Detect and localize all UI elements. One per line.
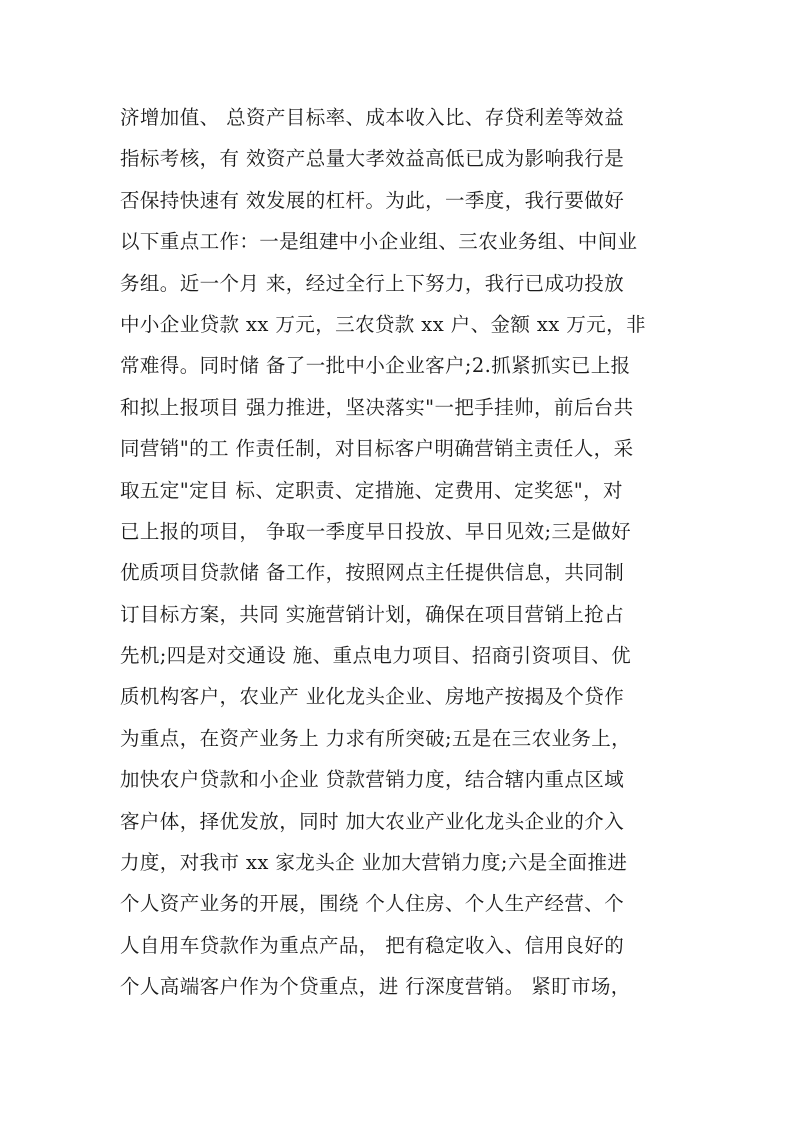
text-line: 和拟上报项目 强力推进，坚决落实"一把手挂帅，前后台共 [120, 395, 634, 419]
text-line: 指标考核，有 效资产总量大孝效益高低已成为影响我行是 [120, 147, 625, 171]
text-line: 同营销"的工 作责任制，对目标客户明确营销主责任人，采 [120, 437, 634, 461]
text-line: 济增加值、 总资产目标率、成本收入比、存贷利差等效益 [120, 106, 625, 129]
text-line: 个人资产业务的开展，围绕 个人住房、个人生产经营、个 [120, 892, 625, 916]
body-text [120, 97, 680, 1008]
text-line: 以下重点工作：一是组建中小企业组、三农业务组、中间业 [120, 230, 638, 254]
text-line: 否保持快速有 效发展的杠杆。为此，一季度，我行要做好 [120, 188, 625, 212]
text-line: 常难得。同时储 备了一批中小企业客户;2.抓紧抓实已上报 [120, 354, 631, 378]
text-line: 客户体，择优发放，同时 加大农业产业化龙头企业的介入 [120, 809, 625, 833]
text-line: 质机构客户，农业产 业化龙头企业、房地产按揭及个贷作 [120, 685, 625, 709]
text-line: 加快农户贷款和小企业 贷款营销力度，结合辖内重点区域 [120, 768, 625, 792]
text-line: 先机;四是对交通设 施、重点电力项目、招商引资项目、优 [120, 644, 632, 668]
text-line: 已上报的项目， 争取一季度早日投放、早日见效;三是做好 [120, 519, 632, 543]
text-line: 订目标方案，共同 实施营销计划，确保在项目营销上抢占 [120, 602, 625, 626]
text-line: 中小企业贷款 xx 万元，三农贷款 xx 户、金额 xx 万元，非 [120, 312, 646, 336]
text-line: 优质项目贷款储 备工作，按照网点主任提供信息，共同制 [120, 561, 625, 585]
text-line: 取五定"定目 标、定职责、定措施、定费用、定奖惩"，对 [120, 478, 623, 502]
text-line: 为重点，在资产业务上 力求有所突破;五是在三农业务上， [120, 726, 632, 750]
text-line: 人自用车贷款作为重点产品， 把有稳定收入、信用良好的 [120, 933, 625, 957]
text-line: 力度，对我市 xx 家龙头企 业加大营销力度;六是全面推进 [120, 851, 628, 875]
text-line: 务组。近一个月 来，经过全行上下努力，我行已成功投放 [120, 271, 625, 295]
text-line: 个人高端客户作为个贷重点，进 行深度营销。 紧盯市场， [120, 975, 631, 999]
